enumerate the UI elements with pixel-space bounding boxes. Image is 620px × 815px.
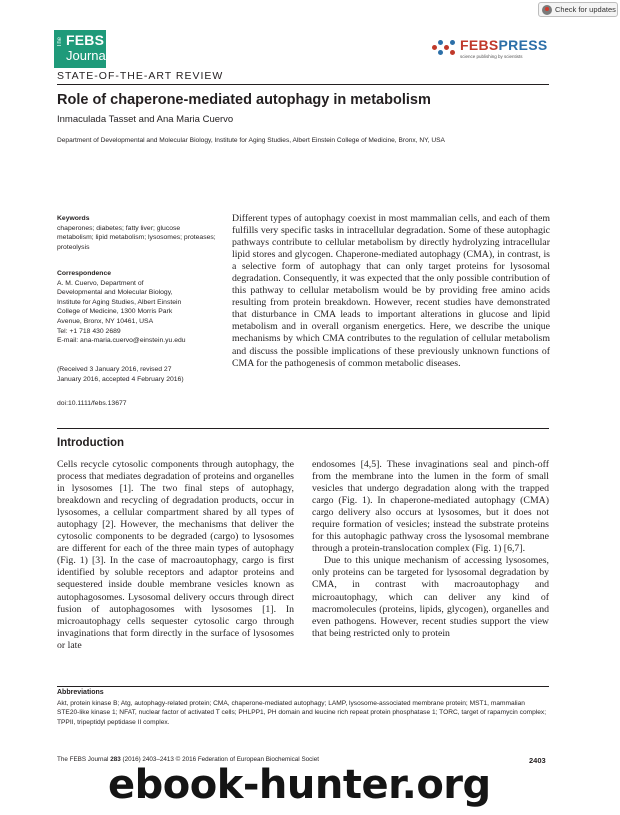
body-paragraph: Cells recycle cytosolic components through autophagy, the process that mediates degradation of proteins and organelles in lysosomes [1]. The two final steps of autophagy, breakdown and recycling of degradation products, occur in lysosomes, a cellular compartment shared by all types of autophagy [2]. However, the mechanisms that deliver the cytosolic components to be degraded (cargo) to lysosomes are different for each of the three main types of autophagy (Fig. 1) [3]. In the case of macroautophagy, cargo is first identified by soluble receptors and adaptor proteins and sequestered inside double membrane vesicles known as autophagosomes. Lysosomal delivery occurs through direct fusion of autophagosomes with lysosomes [1]. In microautophagy cells sequester cytosolic cargo through invaginations that form directly in the surface of lysosomes or late [57,459,294,651]
journal-logo-journal: Journal [66,48,109,63]
febs-press-logo [460,37,548,53]
watermark: ebook-hunter.org [108,762,491,808]
abbreviations-heading: Abbreviations [57,689,104,696]
abstract-rule [57,428,549,429]
correspondence-line: Tel: +1 718 430 2689 [57,327,121,335]
journal-logo-febs: FEBS [66,32,105,48]
correspondence-block [57,269,217,346]
correspondence-line: Avenue, Bronx, NY 10461, USA [57,317,154,325]
body-column-right [312,459,549,640]
dates-line: (Received 3 January 2016, revised 27 [57,366,172,373]
body-paragraph: Due to this unique mechanism of accessing lysosomes, only proteins can be targeted for lysosomal degradation by CMA, in contrast with macroautophagy and microautophagy, which can deliver any kind of macromolecules (proteins, lipids, glycogen), organelles and even pathogens. However, recent studies support the view that being restricted only to protein [312,555,549,639]
febs-press-dots-icon [432,38,458,58]
correspondence-line: College of Medicine, 1300 Morris Park [57,308,173,316]
body-column-left [57,459,294,652]
correspondence-heading: Correspondence [57,270,112,277]
dates-block [57,365,217,384]
febs-press-tagline: science publishing by scientists [460,54,523,59]
abbreviations-text: Akt, protein kinase B; Atg, autophagy-related protein; CMA, chaperone-mediated autophagy; LAMP, lysosome-associated membrane protein; MST1, mammalian STE20-like kinase 1; NFAT, nuclear factor of activated T cells; PHLPP1, PH domain and leucine rich repeat protein phosphatase 1; TORC, target of rapamycin complex; TPPII, tripeptidyl peptidase II complex. [57,700,547,726]
febs-press-name-febs: FEBS [460,37,499,53]
correspondence-line: Institute for Aging Studies, Albert Einstein [57,298,182,306]
section-label: STATE-OF-THE-ART REVIEW [57,70,224,82]
article-affiliation: Department of Developmental and Molecular Biology, Institute for Aging Studies, Albert Einstein College of Medicine, Bronx, NY, USA [57,137,445,144]
keywords-text: chaperones; diabetes; fatty liver; glucose metabolism; lipid metabolism; lysosomes; proteases; proteolysis [57,224,216,251]
article-title: Role of chaperone-mediated autophagy in metabolism [57,92,431,108]
keywords-block [57,214,217,252]
journal-logo-the: The [57,37,63,48]
dates-line: January 2016, accepted 4 February 2016) [57,375,184,383]
introduction-heading: Introduction [57,437,125,449]
doi-link[interactable]: doi:10.1111/febs.13677 [57,400,127,407]
footer-volume: 283 [110,756,121,763]
header-rule [57,84,549,85]
crossmark-icon [542,5,552,15]
page-number: 2403 [529,756,546,765]
abbreviations-rule [57,686,549,687]
journal-logo [54,30,109,68]
footer-citation: (2016) 2403–2413 © 2016 Federation of European Biochemical Societ [120,756,319,763]
check-for-updates-label: Check for updates [555,5,616,14]
correspondence-email[interactable]: E-mail: ana-maria.cuervo@einstein.yu.edu [57,337,186,345]
check-for-updates-button[interactable] [538,2,618,17]
correspondence-line: Developmental and Molecular Biology, [57,289,173,297]
abstract: Different types of autophagy coexist in most mammalian cells, and each of them fulfills very specific tasks in intracellular degradation. Some of these autophagic pathways contribute to cellular metabolism by directly hydrolyzing intracellular lipid stores and glycogen. Chaperone-mediated autophagy (CMA), in contrast, is a selective form of autophagy that can only target proteins for lysosomal degradation. Consequently, it was expected that the only possible contribution of this pathway to cellular metabolism would be by providing free amino acids resulting from protein breakdown. However, recent studies have demonstrated that disturbance in CMA leads to important alterations in glucose and lipid metabolism and in overall organism energetics. Here, we describe the unique mechanisms by which CMA contributes to the regulation of cellular metabolism and discuss the possible implications of these previously unknown functions of CMA for the pathogenesis of common metabolic diseases. [232,213,550,369]
correspondence-line: A. M. Cuervo, Department of [57,279,144,287]
keywords-heading: Keywords [57,215,90,222]
body-paragraph: endosomes [4,5]. These invaginations seal and pinch-off from the membrane into the lumen in the form of small vesicles that undergo degradation along with the trapped cargo (Fig. 1). In chaperone-mediated autophagy (CMA) cargo delivery also occurs at lysosomes, but it does not require formation of vesicles; instead the substrate proteins for this autophagic pathway cross the lysosomal membrane through a protein-translocation complex (Fig. 1) [6,7]. [312,459,549,555]
footer-journal: The FEBS Journal [57,756,111,763]
article-authors: Inmaculada Tasset and Ana Maria Cuervo [57,114,234,125]
febs-press-name-press: PRESS [498,37,548,53]
